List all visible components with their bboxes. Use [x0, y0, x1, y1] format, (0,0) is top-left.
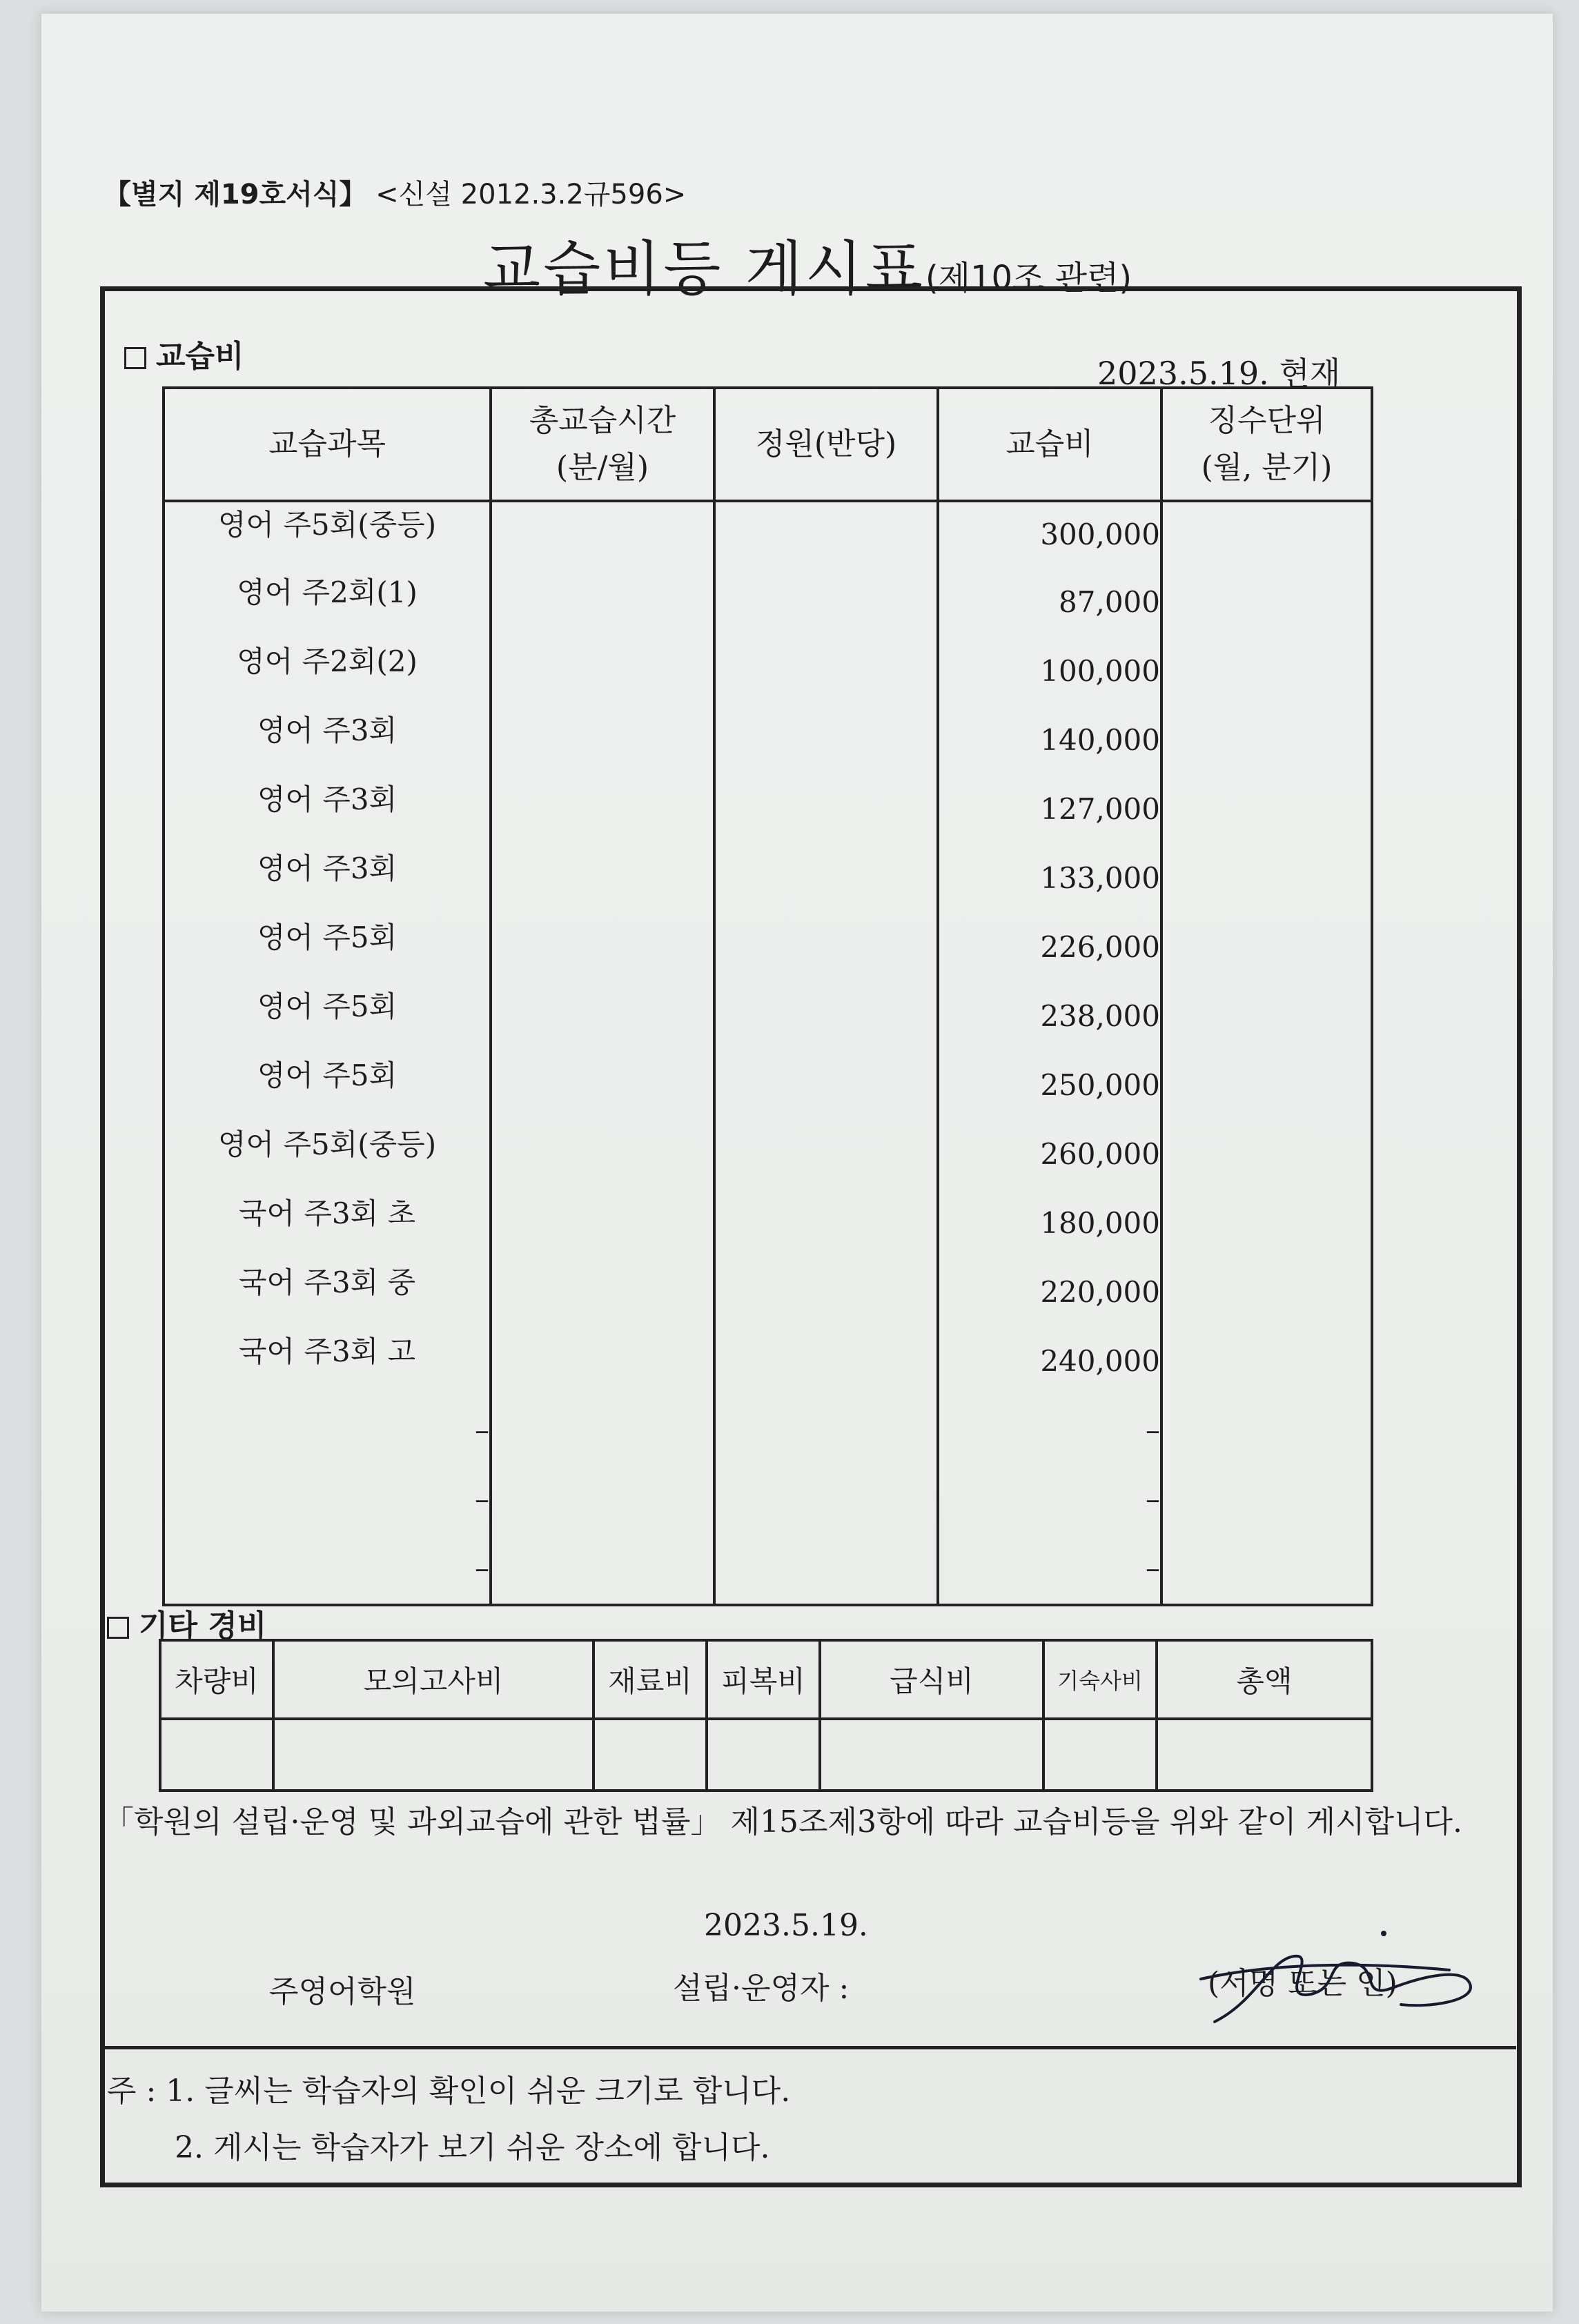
col-dormitory: 기숙사비: [1043, 1640, 1157, 1719]
academy-name: 주영어학원: [269, 1974, 416, 2009]
col-total: 총액: [1157, 1640, 1372, 1719]
table-row: 영어 주3회 140,000: [164, 708, 1372, 777]
other-expenses-table: [159, 1639, 1373, 1792]
title-note: (제10조 관련): [925, 259, 1132, 297]
operator-label: 설립·운영자 :: [673, 1971, 850, 2006]
fee-table: [162, 386, 1373, 1606]
table-row: 국어 주3회 중 220,000: [164, 1260, 1372, 1329]
col-fee: 교습비: [938, 388, 1161, 501]
table-row: 영어 주5회(중등) 260,000: [164, 1122, 1372, 1191]
checkbox-icon: [107, 1617, 129, 1639]
table-row: 영어 주5회(중등) 300,000: [164, 501, 1372, 570]
table-row: – –: [164, 1536, 1372, 1605]
table-row: 영어 주5회 250,000: [164, 1053, 1372, 1122]
notice-sheet: [41, 14, 1553, 2312]
table-row: 영어 주5회 226,000: [164, 915, 1372, 984]
form-label: [104, 173, 686, 212]
col-mock-exam: 모의고사비: [273, 1640, 594, 1719]
table-row: 영어 주2회(1) 87,000: [164, 570, 1372, 639]
table-row: 국어 주3회 초 180,000: [164, 1191, 1372, 1260]
col-meals: 급식비: [820, 1640, 1043, 1719]
table-row: 영어 주5회 238,000: [164, 984, 1372, 1053]
col-clothing: 피복비: [707, 1640, 820, 1719]
signature-scribble-icon: [1173, 1918, 1491, 2042]
table-row: 영어 주2회(2) 100,000: [164, 639, 1372, 708]
col-collection-unit: 징수단위 (월, 분기): [1161, 388, 1372, 501]
col-vehicle: 차량비: [160, 1640, 273, 1719]
table-row: 국어 주3회 고 240,000: [164, 1329, 1372, 1398]
table-row: – –: [164, 1398, 1372, 1467]
signature-date: 2023.5.19.: [704, 1908, 868, 1943]
checkbox-icon: [124, 347, 146, 369]
legal-statement: 「학원의 설립·운영 및 과외교습에 관한 법률」 제15조제3항에 따라 교습비등을 위와 같이 게시합니다.: [104, 1804, 1462, 1840]
as-of-date: 2023.5.19. 현재: [1097, 355, 1341, 392]
other-expenses-section-label: 기타 경비: [107, 1601, 266, 1645]
table-row: [160, 1719, 1372, 1791]
title-text: 교습비등 게시표: [483, 235, 925, 304]
col-materials: 재료비: [594, 1640, 707, 1719]
form-number: 【별지 제19호서식】: [104, 179, 367, 210]
form-revision-note: <신설 2012.3.2규596>: [375, 179, 687, 210]
col-capacity: 정원(반당): [714, 388, 938, 501]
table-row: – –: [164, 1467, 1372, 1536]
signature-label: (서명 또는 인): [1208, 1966, 1397, 2001]
fees-section-label: 교습비: [124, 331, 244, 375]
table-row: 영어 주3회 127,000: [164, 777, 1372, 846]
note-line-1: 주 : 1. 글씨는 학습자의 확인이 쉬운 크기로 합니다.: [107, 2074, 791, 2109]
col-total-hours: 총교습시간 (분/월): [491, 388, 714, 501]
table-row: 영어 주3회 133,000: [164, 846, 1372, 915]
note-line-2: 2. 게시는 학습자가 보기 쉬운 장소에 합니다.: [175, 2130, 770, 2165]
col-subject: 교습과목: [164, 388, 491, 501]
notes: [107, 2063, 790, 2176]
notes-divider: [105, 2046, 1516, 2049]
